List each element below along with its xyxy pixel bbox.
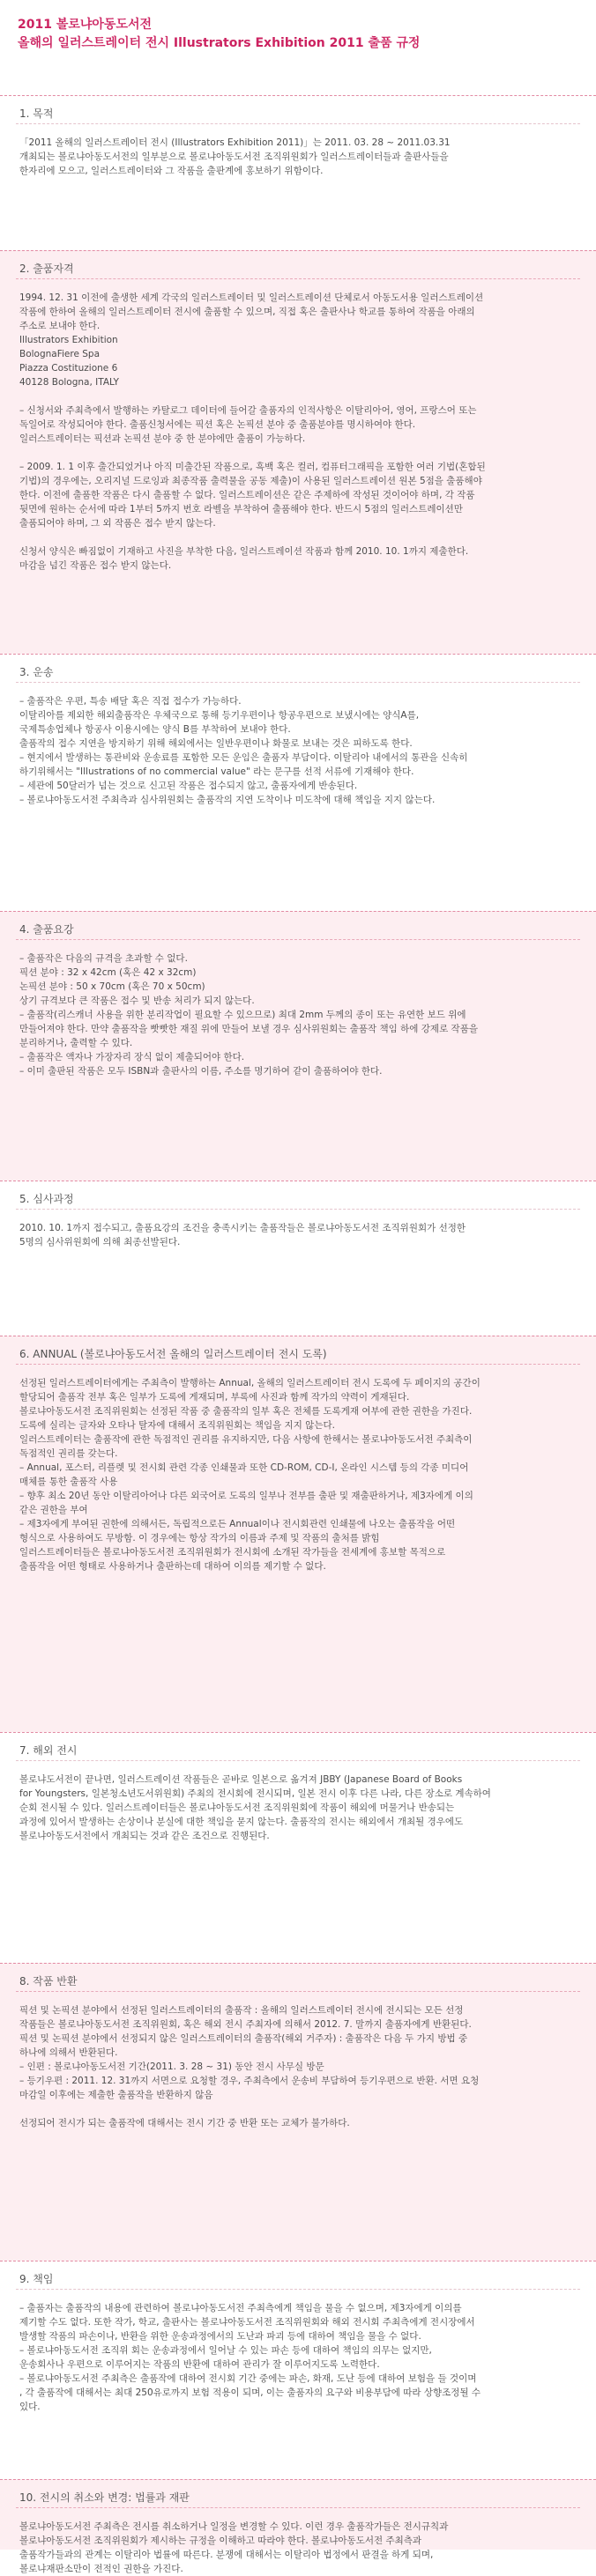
section-heading: 6. ANNUAL (볼로냐아동도서전 올해의 일러스트레이터 전시 도록) xyxy=(19,1348,327,1360)
section-text-line: – 향후 최소 20년 동안 이탈리아어나 다른 외국어로 도록의 일부나 전부를 출판 및 재출판하거나, 제3자에게 이의 xyxy=(19,1491,473,1501)
section-text-line: 5명의 심사위원회에 의해 최종선발된다. xyxy=(19,1237,181,1247)
section-text-line: 운송회사나 우편으로 이루어지는 작품의 반환에 대하여 관리가 잘 이루어지도록 노력한다. xyxy=(19,2359,380,2370)
section-heading-rule xyxy=(16,1991,580,1992)
section-text-line: 출품작의 접수 지연을 방지하기 위해 해외에서는 일반우편이나 화물로 보내는 것은 피하도록 한다. xyxy=(19,738,413,749)
section-text-line: – 출품작은 다음의 규격을 초과할 수 없다. xyxy=(19,953,188,964)
section-text-line: 1994. 12. 31 이전에 출생한 세계 각국의 일러스트레이터 및 일러스트레이션 단체로서 아동도서용 일러스트레이션 xyxy=(19,292,484,303)
section-text-line: 작품에 한하여 올해의 일러스트레이터 전시에 출품할 수 있으며, 직접 혹은 출판사나 학교를 통하여 작품을 아래의 xyxy=(19,307,475,317)
section-text-line: 일러스트레이터는 픽션과 논픽션 분야 중 한 분야에만 출품이 가능하다. xyxy=(19,433,306,444)
section-text-line: 매체를 통한 출품작 사용 xyxy=(19,1477,118,1487)
section-text-line: 볼로냐도서전이 끝나면, 일러스트레이션 작품들은 곧바로 일본으로 옮겨져 JBBY (Japanese Board of Books xyxy=(19,1774,463,1785)
section-text-line: 픽션 및 논픽션 분야에서 선정된 일러스트레이터의 출품작 : 올해의 일러스트레이터 전시에 전시되는 모든 선정 xyxy=(19,2005,464,2016)
section-body xyxy=(19,1376,575,1573)
paragraph-gap xyxy=(19,530,575,544)
section-text-line: 만들어져야 한다. 만약 출품작을 빳빳한 재질 위에 만들어 보낼 경우 심사위원회는 출품작 책임 하에 강제로 작품을 xyxy=(19,1024,478,1034)
section-text-line: 볼로냐아동도서전에서 개최되는 것과 같은 조건으로 진행된다. xyxy=(19,1831,270,1841)
section-text-line: – 인편 : 볼로냐아동도서전 기간(2011. 3. 28 ~ 31) 동안 전시 사무실 방문 xyxy=(19,2062,324,2072)
section-text-line: 하기위해서는 "Illustrations of no commercial value" 라는 문구를 선적 서류에 기재해야 한다. xyxy=(19,766,414,777)
section-text-line: 한자리에 모으고, 일러스트레이터와 그 작품을 출판계에 홍보하기 위함이다. xyxy=(19,166,324,176)
section-5 xyxy=(0,1181,596,1336)
section-text-line: , 각 출품작에 대해서는 최대 250유로까지 보험 적용이 되며, 이는 출품자의 요구와 비용부담에 따라 상향조정될 수 xyxy=(19,2387,481,2398)
section-8 xyxy=(0,1963,596,2261)
section-text-line: 마감을 넘긴 작품은 접수 받지 않는다. xyxy=(19,560,172,571)
section-heading: 2. 출품자격 xyxy=(19,263,74,275)
section-text-line: for Youngsters, 일본청소년도서위원회) 주최의 전시회에 전시되며, 일본 전시 이후 다른 나라, 다른 장소로 계속하여 xyxy=(19,1788,491,1799)
section-text-line: 과정에 있어서 발생하는 손상이나 분실에 대한 책임을 묻지 않는다. 출품작의 전시는 해외에서 개최될 경우에도 xyxy=(19,1817,464,1827)
section-text-line: 분리하거나, 출력할 수 있다. xyxy=(19,1038,133,1048)
section-heading-rule xyxy=(16,939,580,940)
section-text-line: – 제3자에게 부여된 권한에 의해서든, 독립적으로든 Annual이나 전시회관련 인쇄물에 나오는 출품작을 어떤 xyxy=(19,1519,456,1529)
section-text-line: 출품작을 어떤 형태로 사용하거나 출판하는데 대하여 이의를 제기할 수 없다. xyxy=(19,1561,326,1572)
section-heading-rule xyxy=(16,1209,580,1210)
section-text-line: – 현지에서 발생하는 통관비와 운송료를 포함한 모든 운임은 출품자 부담이다. 이탈리아 내에서의 통관을 신속히 xyxy=(19,752,468,763)
section-text-line: 마감일 이후에는 제출한 출품작을 반환하지 않음 xyxy=(19,2090,213,2100)
section-text-line: 주소로 보내야 한다. xyxy=(19,321,101,331)
section-text-line: 「2011 올해의 일러스트레이터 전시 (Illustrators Exhibition 2011)」는 2011. 03. 28 ~ 2011.03.31 xyxy=(19,137,451,148)
section-text-line: – Annual, 포스터, 리플렛 및 전시회 관련 각종 인쇄물과 또한 CD-ROM, CD-I, 온라인 시스템 등의 각종 미디어 xyxy=(19,1462,469,1473)
section-text-line: 2010. 10. 1까지 접수되고, 출품요강의 조건을 충족시키는 출품작들은 볼로냐아동도서전 조직위원회가 선정한 xyxy=(19,1223,466,1233)
section-text-line: – 출품자는 출품작의 내용에 관련하여 볼로냐아동도서전 주최측에게 책임을 물을 수 없으며, 제3자에게 이의를 xyxy=(19,2303,462,2313)
section-text-line: 국제특송업체나 항공사 이용시에는 양식 B를 부착하여 보내야 한다. xyxy=(19,724,291,735)
section-10 xyxy=(0,2479,596,2574)
section-text-line: 있다. xyxy=(19,2402,41,2412)
section-text-line: 신청서 양식은 빠짐없이 기재하고 사진을 부착한 다음, 일러스트레이션 작품과 함께 2010. 10. 1까지 제출한다. xyxy=(19,546,469,557)
section-text-line: 발생할 작품의 파손이나, 반환을 위한 운송과정에서의 도난과 파괴 등에 대하여 책임을 물을 수 없다. xyxy=(19,2331,421,2342)
section-heading: 4. 출품요강 xyxy=(19,923,74,936)
section-text-line: 선정된 일러스트레이터에게는 주최측이 발행하는 Annual, 올해의 일러스트레이터 전시 도록에 두 페이지의 공간이 xyxy=(19,1378,481,1388)
section-text-line: 픽션 분야 : 32 x 42cm (혹은 42 x 32cm) xyxy=(19,967,197,978)
section-text-line: 볼로냐아동도서전 주최측은 전시를 취소하거나 일정을 변경할 수 있다. 이런 경우 출품작가들은 전시규칙과 xyxy=(19,2521,449,2532)
section-text-line: – 출품작은 우편, 특송 배달 혹은 직접 접수가 가능하다. xyxy=(19,696,242,707)
section-text-line: – 신청서와 주최측에서 발행하는 카탈로그 데이터에 들어갈 출품자의 인적사항은 이탈리아어, 영어, 프랑스어 또는 xyxy=(19,405,477,416)
section-text-line: 볼로냐재판소만이 전적인 권한을 가진다. xyxy=(19,2564,183,2574)
section-heading: 7. 해외 전시 xyxy=(19,1744,78,1757)
section-text-line: 일러스트레이터들은 볼로냐아동도서전 조직위원회가 전시회에 소개된 작가들을 전세계에 홍보할 목적으로 xyxy=(19,1547,446,1558)
section-text-line: – 2009. 1. 1 이후 출간되었거나 아직 미출간된 작품으로, 흑백 혹은 컬러, 컴퓨터그래픽을 포함한 여러 기법(혼합된 xyxy=(19,462,486,472)
section-text-line: 순회 전시될 수 있다. 일러스트레이터들은 볼로냐아동도서전 조직위원회에 작품이 해외에 머물거나 반송되는 xyxy=(19,1802,455,1813)
section-body xyxy=(19,2003,575,2130)
section-text-line: – 볼로냐아동도서전 주최측과 심사위원회는 출품작의 지연 도착이나 미도착에 대해 책임을 지지 않는다. xyxy=(19,795,436,805)
section-3 xyxy=(0,654,596,911)
section-heading: 8. 작품 반환 xyxy=(19,1975,78,1988)
section-7 xyxy=(0,1732,596,1963)
section-text-line: 선정되어 전시가 되는 출품작에 대해서는 전시 기간 중 반환 또는 교체가 불가하다. xyxy=(19,2118,350,2128)
page-title-line-2: 올해의 일러스트레이터 전시 Illustrators Exhibition 2011 출품 규정 xyxy=(18,36,421,50)
section-4 xyxy=(0,911,596,1181)
section-body xyxy=(19,951,575,1078)
section-text-line: 도록에 실리는 글자와 오타나 탈자에 대해서 조직위원회는 책임을 지지 않는다. xyxy=(19,1420,335,1431)
section-text-line: 출품되어야 하며, 그 외 작품은 접수 받지 않는다. xyxy=(19,518,216,529)
section-text-line: 출품작가들과의 관계는 이탈리아 법률에 따른다. 분쟁에 대해서는 이탈리아 법정에서 판결을 하게 되며, xyxy=(19,2550,434,2560)
paragraph-gap xyxy=(19,389,575,403)
section-body xyxy=(19,1221,575,1249)
section-heading-rule xyxy=(16,682,580,683)
section-heading-rule xyxy=(16,278,580,279)
page-title xyxy=(18,16,582,53)
section-body xyxy=(19,291,575,573)
section-divider xyxy=(0,1732,596,1733)
section-body xyxy=(19,136,575,178)
section-1 xyxy=(0,95,596,250)
section-heading: 10. 전시의 취소와 변경: 법률과 재판 xyxy=(19,2491,190,2504)
section-heading-rule xyxy=(16,2507,580,2508)
section-text-line: – 등기우편 : 2011. 12. 31까지 서면으로 요청할 경우, 주최측에서 운송비 부담하여 등기우편으로 반환. 서면 요청 xyxy=(19,2076,480,2086)
section-text-line: 같은 권한을 부여 xyxy=(19,1505,88,1515)
section-text-line: – 볼로냐아동도서전 주최측은 출품작에 대하여 전시회 기간 중에는 파손, 화재, 도난 등에 대하여 보험을 들 것이며 xyxy=(19,2373,477,2384)
section-heading: 5. 심사과정 xyxy=(19,1193,74,1205)
section-text-line: Illustrators Exhibition xyxy=(19,335,118,345)
section-text-line: 뒷면에 원하는 순서에 따라 1부터 5까지 번호 라벨을 부착하여 출품해야 한다. 반드시 5점의 일러스트레이션만 xyxy=(19,504,463,514)
section-text-line: 개최되는 볼로냐아동도서전의 일부분으로 볼로냐아동도서전 조직위원회가 일러스트레이터들과 출판사들을 xyxy=(19,152,449,162)
section-text-line: – 출품작은 액자나 가장자리 장식 없이 제출되어야 한다. xyxy=(19,1052,245,1062)
section-heading-rule xyxy=(16,1760,580,1761)
section-text-line: BolognaFiere Spa xyxy=(19,349,101,359)
paragraph-gap xyxy=(19,2102,575,2116)
section-heading: 9. 책임 xyxy=(19,2273,54,2285)
section-heading: 3. 운송 xyxy=(19,666,54,678)
page-title-line-1: 2011 볼로냐아동도서전 xyxy=(18,18,153,32)
section-text-line: 논픽션 분야 : 50 x 70cm (혹은 70 x 50cm) xyxy=(19,981,205,992)
section-text-line: – 출품작(리스캐너 사용을 위한 분리작업이 필요할 수 있으므로) 최대 2mm 두께의 종이 또는 유연한 보드 위에 xyxy=(19,1010,466,1020)
section-text-line: – 볼로냐아동도서전 조직위 회는 운송과정에서 일어날 수 있는 파손 등에 대하여 책임의 의무는 없지만, xyxy=(19,2345,432,2356)
section-heading-rule xyxy=(16,123,580,124)
section-divider xyxy=(0,1963,596,1964)
section-divider xyxy=(0,95,596,96)
section-text-line: 기법)의 경우에는, 오리지널 드로잉과 최종작품 출력물을 공동 제출)이 사용된 일러스트레이션 원본 5점을 출품해야 xyxy=(19,476,482,486)
section-2 xyxy=(0,250,596,654)
section-6 xyxy=(0,1336,596,1732)
section-text-line: 작품들은 볼로냐아동도서전 조직위원회, 혹은 해외 전시 주최자에 의해서 2012. 7. 말까지 출품자에게 반환된다. xyxy=(19,2019,472,2030)
section-text-line: 40128 Bologna, ITALY xyxy=(19,377,119,388)
section-text-line: Piazza Costituzione 6 xyxy=(19,363,118,374)
section-text-line: 픽션 및 논픽션 분야에서 선정되지 않은 일러스트레이터의 출품작(해외 거주자) : 출품작은 다음 두 가지 방법 중 xyxy=(19,2033,468,2044)
section-text-line: 형식으로 사용하여도 무방함. 이 경우에는 항상 작가의 이름과 주제 및 작품의 출처를 밝힘 xyxy=(19,1533,380,1543)
section-divider xyxy=(0,250,596,251)
section-divider xyxy=(0,2479,596,2480)
section-text-line: 볼로냐아동도서전 조직위원회는 선정된 작품 중 출품작의 일부 혹은 전체를 도록게재 여부에 관한 권한을 가진다. xyxy=(19,1406,473,1417)
section-body xyxy=(19,1773,575,1843)
section-text-line: 독점적인 권리를 갖는다. xyxy=(19,1448,118,1459)
section-text-line: 하나에 의해서 반환된다. xyxy=(19,2047,118,2058)
section-text-line: 제기할 수도 없다. 또한 작가, 학교, 출판사는 볼로냐아동도서전 조직위원회와 해외 전시회 주최측에게 전시장에서 xyxy=(19,2317,475,2328)
paragraph-gap xyxy=(19,446,575,460)
section-divider xyxy=(0,654,596,655)
section-text-line: 독일어로 작성되어야 한다. 출품신청서에는 픽션 혹은 논픽션 분야 중 출품분야를 명시하여야 한다. xyxy=(19,419,416,430)
section-text-line: 한다. 이전에 출품한 작품은 다시 출품할 수 없다. 일러스트레이션은 같은 주제하에 작성된 것이어야 하며, 각 작품 xyxy=(19,490,475,500)
section-body xyxy=(19,694,575,807)
section-text-line: 할당되어 출품작 전부 혹은 일부가 도록에 게재되며, 부록에 사진과 함께 작가의 약력이 게재된다. xyxy=(19,1392,410,1403)
section-text-line: 볼로냐아동도서전 조직위원회가 제시하는 규정을 이해하고 따라야 한다. 볼로냐아동도서전 주최측과 xyxy=(19,2535,422,2546)
section-body xyxy=(19,2301,575,2414)
section-heading: 1. 목적 xyxy=(19,107,54,120)
section-divider xyxy=(0,911,596,912)
section-text-line: 상기 규격보다 큰 작품은 접수 및 반송 처리가 되지 않는다. xyxy=(19,996,255,1006)
section-9 xyxy=(0,2261,596,2479)
section-text-line: 이탈리아를 제외한 해외출품작은 우체국으로 통해 등기우편이나 항공우편으로 보냈시에는 양식A를, xyxy=(19,710,420,721)
section-body xyxy=(19,2520,575,2576)
section-text-line: – 세관에 50달러가 넘는 것으로 신고된 작품은 접수되지 않고, 출품자에게 반송된다. xyxy=(19,781,358,791)
section-text-line: – 이미 출판된 작품은 모두 ISBN과 출판사의 이름, 주소를 명기하여 같이 출품하여야 한다. xyxy=(19,1066,383,1077)
section-heading-rule xyxy=(16,2289,580,2290)
section-heading-rule xyxy=(16,1364,580,1365)
section-text-line: 일러스트레이터는 출품작에 관한 독점적인 권리를 유지하지만, 다음 사항에 한해서는 볼로냐아동도서전 주최측이 xyxy=(19,1434,473,1445)
